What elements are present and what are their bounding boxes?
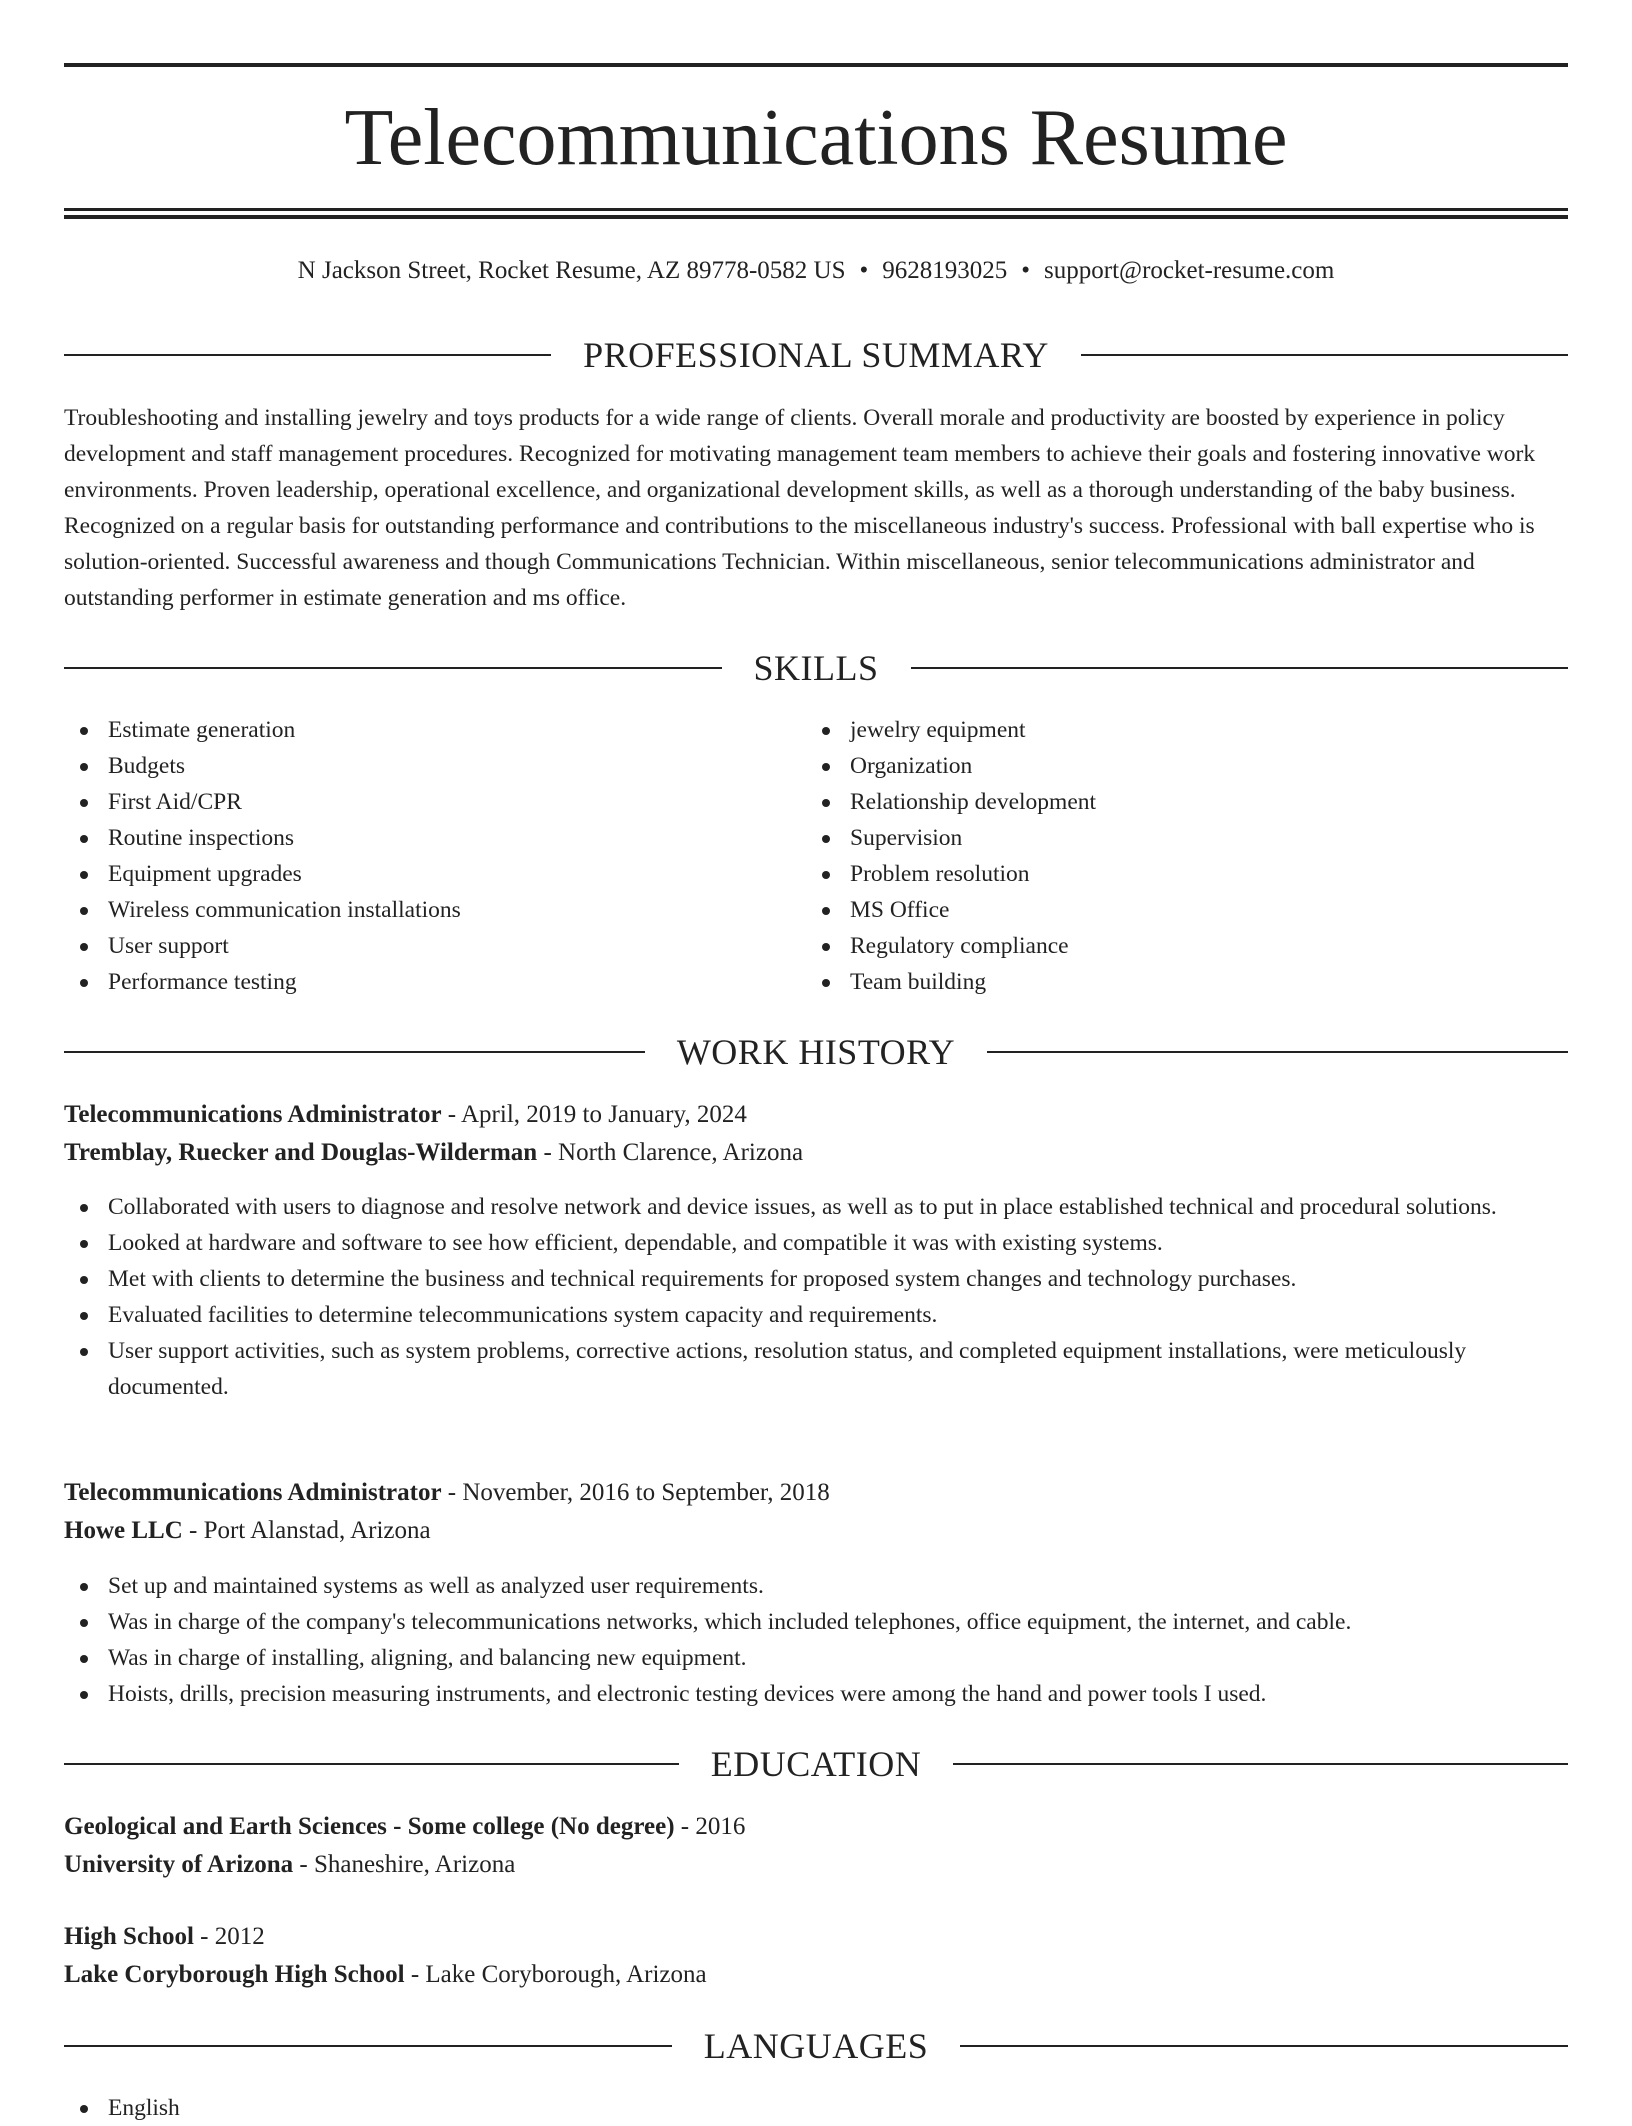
heading-rule [64, 667, 722, 669]
education-degree: Geological and Earth Sciences - Some college (No degree) [64, 1813, 675, 1840]
job-bullet: Hoists, drills, precision measuring instruments, and electronic testing devices were among the hand and power tools I used. [64, 1676, 1568, 1712]
skill-item: Problem resolution [806, 856, 1506, 892]
job-title-line [64, 1474, 1568, 1512]
skill-item: Budgets [64, 748, 764, 784]
education-entry [64, 1918, 1568, 1994]
section-title: LANGUAGES [703, 2026, 929, 2066]
job-title: Telecommunications Administrator [64, 1479, 442, 1506]
resume-title: Telecommunications Resume [344, 94, 1288, 182]
job-location: - Port Alanstad, Arizona [182, 1517, 431, 1544]
skill-item: Team building [806, 964, 1506, 1000]
section-title: WORK HISTORY [676, 1032, 956, 1072]
contact-address: N Jackson Street, Rocket Resume, AZ 89778-0582 US [297, 257, 846, 284]
section-heading-work [64, 1030, 1568, 1074]
heading-rule [64, 2045, 672, 2047]
skills-list-left [64, 712, 764, 1000]
heading-rule [64, 1051, 645, 1053]
heading-rule [64, 354, 551, 356]
heading-rule [960, 2045, 1568, 2047]
job-bullet: Looked at hardware and software to see how efficient, dependable, and compatible it was with existing systems. [64, 1225, 1568, 1261]
heading-rule [911, 667, 1569, 669]
education-year: - 2012 [193, 1923, 265, 1950]
section-title: SKILLS [753, 648, 879, 688]
education-school-line [64, 1846, 1568, 1884]
job-bullet: Was in charge of installing, aligning, and balancing new equipment. [64, 1640, 1568, 1676]
skill-item: Routine inspections [64, 820, 764, 856]
education-location: - Lake Coryborough, Arizona [404, 1961, 707, 1988]
education-degree-line [64, 1808, 1568, 1846]
section-title: PROFESSIONAL SUMMARY [583, 335, 1049, 375]
skill-item: MS Office [806, 892, 1506, 928]
skill-item: First Aid/CPR [64, 784, 764, 820]
job-dates: - November, 2016 to September, 2018 [441, 1479, 830, 1506]
contact-line [64, 254, 1568, 288]
title-double-rule [64, 208, 1568, 219]
skill-item: Performance testing [64, 964, 764, 1000]
education-school: Lake Coryborough High School [64, 1961, 405, 1988]
heading-rule [987, 1051, 1568, 1053]
heading-rule [953, 1763, 1568, 1765]
contact-separator: • [859, 257, 869, 284]
skill-item: Relationship development [806, 784, 1506, 820]
skill-item: Organization [806, 748, 1506, 784]
job-company-line [64, 1512, 1568, 1550]
job-bullets [64, 1568, 1568, 1712]
heading-rule [1081, 354, 1568, 356]
education-entry [64, 1808, 1568, 1884]
languages-list [64, 2090, 1568, 2126]
contact-phone[interactable]: 9628193025 [882, 257, 1008, 284]
language-item: English [64, 2090, 1568, 2126]
skill-item: User support [64, 928, 764, 964]
summary-text: Troubleshooting and installing jewelry and toys products for a wide range of clients. Overall morale and productivity are boosted by experience in policy development and staff management procedures. Recognized for motivating management team members to achieve their goals and fostering innovative work environments. Proven leadership, operational excellence, and organizational development skills, as well as a thorough understanding of the baby business. Recognized on a regular basis for outstanding performance and contributions to the miscellaneous industry's success. Professional with ball expertise who is solution-oriented. Successful awareness and though Communications Technician. Within miscellaneous, senior telecommunications administrator and outstanding performer in estimate generation and ms office. [64, 405, 1536, 611]
skill-item: Wireless communication installations [64, 892, 764, 928]
contact-email[interactable]: support@rocket-resume.com [1044, 257, 1335, 284]
section-heading-education [64, 1742, 1568, 1786]
job-title: Telecommunications Administrator [64, 1101, 442, 1128]
contact-separator: • [1021, 257, 1031, 284]
job-bullet: Evaluated facilities to determine telecommunications system capacity and requirements. [64, 1297, 1568, 1333]
skill-item: Regulatory compliance [806, 928, 1506, 964]
section-title: EDUCATION [710, 1744, 922, 1784]
job-dates: - April, 2019 to January, 2024 [441, 1101, 747, 1128]
job-header [64, 1474, 1568, 1550]
skill-item: Estimate generation [64, 712, 764, 748]
education-school-line [64, 1956, 1568, 1994]
job-bullet: Set up and maintained systems as well as analyzed user requirements. [64, 1568, 1568, 1604]
job-location: - North Clarence, Arizona [537, 1139, 804, 1166]
job-company: Howe LLC [64, 1517, 183, 1544]
job-title-line [64, 1096, 1568, 1134]
skills-list-right [806, 712, 1506, 1000]
job-bullet: Collaborated with users to diagnose and resolve network and device issues, as well as to put in place established technical and procedural solutions. [64, 1189, 1568, 1225]
section-heading-languages [64, 2024, 1568, 2068]
job-bullet: Met with clients to determine the business and technical requirements for proposed system changes and technology purchases. [64, 1261, 1568, 1297]
section-heading-skills [64, 646, 1568, 690]
job-company-line [64, 1134, 1568, 1172]
heading-rule [64, 1763, 679, 1765]
education-degree-line [64, 1918, 1568, 1956]
job-bullets [64, 1189, 1568, 1405]
job-header [64, 1096, 1568, 1172]
skill-item: Equipment upgrades [64, 856, 764, 892]
skill-item: jewelry equipment [806, 712, 1506, 748]
skill-item: Supervision [806, 820, 1506, 856]
job-company: Tremblay, Ruecker and Douglas-Wilderman [64, 1139, 538, 1166]
job-bullet: Was in charge of the company's telecommunications networks, which included telephones, office equipment, the internet, and cable. [64, 1604, 1568, 1640]
job-bullet: User support activities, such as system problems, corrective actions, resolution status, and completed equipment installations, were meticulously documented. [64, 1333, 1568, 1405]
section-heading-summary [64, 333, 1568, 377]
education-year: - 2016 [674, 1813, 746, 1840]
top-rule [64, 63, 1568, 67]
education-location: - Shaneshire, Arizona [293, 1851, 516, 1878]
education-school: University of Arizona [64, 1851, 294, 1878]
education-degree: High School [64, 1923, 194, 1950]
